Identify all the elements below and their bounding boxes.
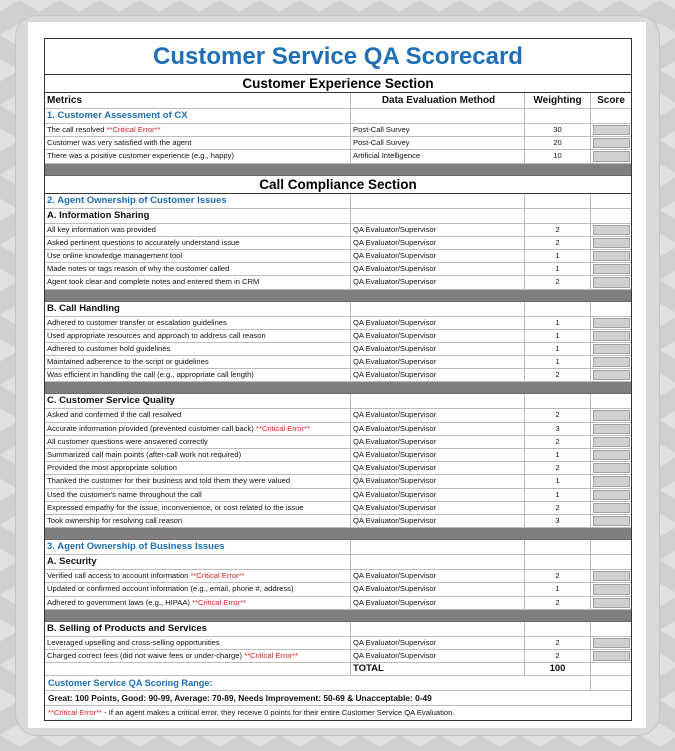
method-cell: QA Evaluator/Supervisor [351, 330, 525, 342]
score-cell [591, 343, 631, 355]
metric-text: Adhered to customer transfer or escalation guidelines [47, 317, 227, 327]
weight-cell: 2 [525, 597, 591, 609]
subsection-header-blank [591, 302, 631, 316]
column-header-score: Score [597, 95, 625, 106]
table-row [45, 502, 631, 515]
metric-text: Adhered to customer hold guidelines [47, 343, 171, 353]
metric-text: Made notes or tags reason of why the customer called [47, 264, 230, 274]
subsection-header [45, 622, 631, 637]
score-cell [591, 369, 631, 381]
metric-text: Updated or confirmed account information (e.g., email, phone #, address) [47, 584, 294, 594]
metric-text: Maintained adherence to the script or guidelines [47, 357, 209, 367]
weight-cell: 2 [525, 637, 591, 649]
total-blank [45, 663, 351, 675]
subsection-header-text: C. Customer Service Quality [45, 394, 351, 408]
subsection-header [45, 555, 631, 570]
method-cell: QA Evaluator/Supervisor [351, 436, 525, 448]
total-row [45, 663, 631, 676]
footer-note [45, 706, 631, 720]
score-cell [591, 237, 631, 249]
subsection-header-blank [351, 209, 525, 223]
metric-text: All customer questions were answered correctly [47, 436, 208, 446]
subsection-header-blank [591, 209, 631, 223]
subsection-header [45, 394, 631, 409]
weight-cell: 1 [525, 449, 591, 461]
score-cell [591, 502, 631, 514]
score-input[interactable] [593, 370, 630, 380]
score-input[interactable] [593, 638, 630, 648]
weight-cell: 2 [525, 502, 591, 514]
page-title: Customer Service QA Scorecard [153, 42, 523, 70]
metric-cell [45, 124, 351, 136]
subsection-header [45, 302, 631, 317]
score-input[interactable] [593, 344, 630, 354]
subsection-header-blank [351, 394, 525, 408]
method-cell: QA Evaluator/Supervisor [351, 263, 525, 275]
weight-cell: 1 [525, 356, 591, 368]
metric-text: Asked pertinent questions to accurately understand issue [47, 237, 240, 247]
table-row [45, 224, 631, 237]
method-cell: QA Evaluator/Supervisor [351, 317, 525, 329]
column-header-metrics: Metrics [45, 93, 351, 108]
method-cell: QA Evaluator/Supervisor [351, 356, 525, 368]
table-row [45, 276, 631, 289]
subsection-header-blank [525, 555, 591, 569]
weight-cell: 1 [525, 475, 591, 487]
table-row [45, 637, 631, 650]
metric-cell [45, 137, 351, 149]
group-header-blank [351, 540, 525, 554]
metric-cell [45, 462, 351, 474]
metric-cell [45, 449, 351, 461]
table-row [45, 462, 631, 475]
subsection-header-blank [591, 394, 631, 408]
score-cell [591, 317, 631, 329]
score-input[interactable] [593, 476, 630, 486]
metric-text: All key information was provided [47, 224, 156, 234]
method-cell: QA Evaluator/Supervisor [351, 224, 525, 236]
column-header-weighting: Weighting [525, 93, 591, 108]
metric-cell [45, 502, 351, 514]
metric-cell [45, 637, 351, 649]
metric-cell [45, 317, 351, 329]
weight-cell: 2 [525, 462, 591, 474]
method-cell: QA Evaluator/Supervisor [351, 650, 525, 662]
subsection-header-blank [351, 555, 525, 569]
table-row [45, 369, 631, 382]
score-input[interactable] [593, 357, 630, 367]
method-cell: Post-Call Survey [351, 124, 525, 136]
score-cell [591, 637, 631, 649]
score-input[interactable] [593, 331, 630, 341]
separator-bar [45, 610, 631, 622]
score-cell [591, 250, 631, 262]
score-input[interactable] [593, 490, 630, 500]
score-cell [591, 224, 631, 236]
score-input[interactable] [593, 125, 630, 135]
metric-text: Used the customer's name throughout the call [47, 489, 202, 499]
subsection-header-blank [351, 622, 525, 636]
total-score [591, 663, 631, 675]
table-row [45, 489, 631, 502]
group-header-blank [525, 194, 591, 208]
score-cell [591, 150, 631, 162]
method-cell: QA Evaluator/Supervisor [351, 409, 525, 421]
metric-cell [45, 515, 351, 527]
footer-range-title: Customer Service QA Scoring Range: [45, 676, 591, 690]
method-cell: QA Evaluator/Supervisor [351, 237, 525, 249]
weight-cell: 2 [525, 224, 591, 236]
score-input[interactable] [593, 571, 630, 581]
group-header-blank [351, 194, 525, 208]
metric-cell [45, 224, 351, 236]
critical-error-label: **Critical Error** [106, 125, 161, 134]
metric-cell [45, 330, 351, 342]
method-cell: Post-Call Survey [351, 137, 525, 149]
metric-text: Asked and confirmed if the call resolved [47, 410, 182, 420]
score-cell [591, 515, 631, 527]
column-header-method: Data Evaluation Method [351, 93, 525, 108]
table-row [45, 317, 631, 330]
subsection-header-text: A. Information Sharing [45, 209, 351, 223]
subsection-header-text: B. Call Handling [45, 302, 351, 316]
total-label: TOTAL [351, 663, 525, 675]
table-row [45, 650, 631, 663]
section-header-compliance: Call Compliance Section [45, 176, 631, 194]
group-header-blank [525, 109, 591, 123]
group-header [45, 194, 631, 209]
subsection-header [45, 209, 631, 224]
table-row [45, 409, 631, 422]
metric-text: Leveraged upselling and cross-selling opportunities [47, 637, 220, 647]
subsection-header-blank [525, 209, 591, 223]
metric-text: Used appropriate resources and approach to address call reason [47, 330, 266, 340]
metric-text: Charged correct fees (did not waive fees or under-charge) [47, 650, 243, 660]
table-row [45, 263, 631, 276]
subsection-header-blank [525, 622, 591, 636]
subsection-header-blank [591, 622, 631, 636]
footer-grades-row [45, 691, 631, 706]
method-cell: QA Evaluator/Supervisor [351, 423, 525, 435]
compliance-block [45, 194, 631, 664]
total-value: 100 [525, 663, 591, 675]
weight-cell: 2 [525, 436, 591, 448]
metric-cell [45, 150, 351, 162]
score-input[interactable] [593, 651, 630, 661]
separator-bar [45, 164, 631, 176]
group-header-blank [525, 540, 591, 554]
metric-cell [45, 356, 351, 368]
table-row [45, 137, 631, 150]
weight-cell: 1 [525, 489, 591, 501]
method-cell: QA Evaluator/Supervisor [351, 276, 525, 288]
separator-bar [45, 290, 631, 302]
table-row [45, 475, 631, 488]
method-cell: QA Evaluator/Supervisor [351, 489, 525, 501]
critical-error-label: **Critical Error** [255, 423, 310, 433]
score-cell [591, 489, 631, 501]
method-cell: QA Evaluator/Supervisor [351, 502, 525, 514]
metric-text: There was a positive customer experience (e.g., happy) [47, 151, 234, 161]
score-cell [591, 475, 631, 487]
metric-text: Thanked the customer for their business and told them they were valued [47, 476, 291, 486]
section-header-cx: Customer Experience Section [45, 75, 631, 93]
table-row [45, 237, 631, 250]
score-cell [591, 597, 631, 609]
score-input[interactable] [593, 264, 630, 274]
score-cell [591, 276, 631, 288]
metric-cell [45, 343, 351, 355]
critical-error-label: **Critical Error** [192, 597, 247, 607]
score-input[interactable] [593, 584, 630, 594]
weight-cell: 1 [525, 343, 591, 355]
score-cell [591, 356, 631, 368]
table-row [45, 250, 631, 263]
group-header-blank [351, 109, 525, 123]
metric-cell [45, 423, 351, 435]
table-row [45, 570, 631, 583]
cx-block [45, 109, 631, 164]
subsection-header-text: B. Selling of Products and Services [45, 622, 351, 636]
metric-cell [45, 597, 351, 609]
score-input[interactable] [593, 225, 630, 235]
score-input[interactable] [593, 238, 630, 248]
score-input[interactable] [593, 138, 630, 148]
weight-cell: 2 [525, 409, 591, 421]
weight-cell: 20 [525, 137, 591, 149]
table-row [45, 597, 631, 610]
weight-cell: 1 [525, 330, 591, 342]
title-row [45, 39, 631, 75]
score-input[interactable] [593, 503, 630, 513]
metric-cell [45, 276, 351, 288]
subsection-header-blank [591, 555, 631, 569]
weight-cell: 2 [525, 570, 591, 582]
score-input[interactable] [593, 516, 630, 526]
table-row [45, 423, 631, 436]
group-header-text: 2. Agent Ownership of Customer Issues [45, 194, 351, 208]
table-row [45, 124, 631, 137]
weight-cell: 10 [525, 150, 591, 162]
table-row [45, 356, 631, 369]
table-row [45, 343, 631, 356]
method-cell: QA Evaluator/Supervisor [351, 570, 525, 582]
metric-text: Agent took clear and complete notes and entered them in CRM [47, 277, 260, 287]
weight-cell: 2 [525, 237, 591, 249]
score-input[interactable] [593, 251, 630, 261]
score-cell [591, 124, 631, 136]
score-cell [591, 570, 631, 582]
score-input[interactable] [593, 318, 630, 328]
score-input[interactable] [593, 424, 630, 434]
table-row [45, 583, 631, 596]
footer-blank [591, 676, 631, 688]
metric-text: Was efficient in handling the call (e.g., appropriate call length) [47, 370, 254, 380]
group-header-blank [591, 540, 631, 554]
metric-cell [45, 650, 351, 662]
weight-cell: 2 [525, 369, 591, 381]
critical-error-label: **Critical Error** [244, 650, 299, 660]
score-input[interactable] [593, 151, 630, 161]
score-input[interactable] [593, 463, 630, 473]
metric-text: The call resolved [47, 125, 105, 134]
table-row [45, 150, 631, 163]
score-cell [591, 462, 631, 474]
table-row [45, 515, 631, 528]
metric-text: Summarized call main points (after-call work not required) [47, 450, 242, 459]
score-cell [591, 137, 631, 149]
metric-cell [45, 475, 351, 487]
score-cell [591, 583, 631, 595]
footer-critical-label: **Critical Error** [48, 708, 103, 718]
weight-cell: 3 [525, 423, 591, 435]
method-cell: Artificial Intelligence [351, 150, 525, 162]
table-row [45, 449, 631, 462]
method-cell: QA Evaluator/Supervisor [351, 515, 525, 527]
column-header-row [45, 93, 631, 109]
method-cell: QA Evaluator/Supervisor [351, 583, 525, 595]
score-input[interactable] [593, 450, 630, 460]
weight-cell: 1 [525, 263, 591, 275]
metric-text: Provided the most appropriate solution [47, 463, 178, 473]
method-cell: QA Evaluator/Supervisor [351, 449, 525, 461]
subsection-header-blank [351, 302, 525, 316]
footer-grades: Great: 100 Points, Good: 90-99, Average: 70-89, Needs Improvement: 50-69 & Unacceptable: 0-49 [48, 693, 432, 704]
metric-cell [45, 250, 351, 262]
weight-cell: 3 [525, 515, 591, 527]
metric-text: Took ownership for resolving call reason [47, 515, 183, 525]
group-header [45, 540, 631, 555]
scorecard-table [44, 38, 632, 721]
separator-bar [45, 528, 631, 540]
method-cell: QA Evaluator/Supervisor [351, 250, 525, 262]
subsection-header-text: A. Security [45, 555, 351, 569]
method-cell: QA Evaluator/Supervisor [351, 369, 525, 381]
method-cell: QA Evaluator/Supervisor [351, 637, 525, 649]
method-cell: QA Evaluator/Supervisor [351, 597, 525, 609]
metric-cell [45, 489, 351, 501]
score-cell [591, 650, 631, 662]
weight-cell: 2 [525, 650, 591, 662]
table-row [45, 436, 631, 449]
footer-range-row [45, 676, 631, 691]
score-cell [591, 436, 631, 448]
group-header-text: 3. Agent Ownership of Business Issues [45, 540, 351, 554]
metric-text: Verified call access to account information [47, 571, 189, 581]
metric-text: Use online knowledge management tool [47, 250, 183, 260]
weight-cell: 30 [525, 124, 591, 136]
score-cell [591, 423, 631, 435]
metric-cell [45, 570, 351, 582]
footer-note-row [45, 706, 631, 721]
score-cell [591, 330, 631, 342]
score-input[interactable] [593, 277, 630, 287]
score-input[interactable] [593, 598, 630, 608]
metric-cell [45, 436, 351, 448]
group-header-text: 1. Customer Assessment of CX [45, 109, 351, 123]
weight-cell: 1 [525, 583, 591, 595]
method-cell: QA Evaluator/Supervisor [351, 343, 525, 355]
weight-cell: 1 [525, 317, 591, 329]
metric-cell [45, 263, 351, 275]
group-header-blank [591, 194, 631, 208]
score-cell [591, 449, 631, 461]
metric-text: Adhered to government laws (e.g., HIPAA) [47, 597, 190, 607]
group-header [45, 109, 631, 124]
metric-cell [45, 583, 351, 595]
separator-bar [45, 382, 631, 394]
metric-text: Customer was very satisfied with the agent [47, 138, 192, 148]
group-header-blank [591, 109, 631, 123]
weight-cell: 1 [525, 250, 591, 262]
subsection-header-blank [525, 394, 591, 408]
method-cell: QA Evaluator/Supervisor [351, 475, 525, 487]
metric-cell [45, 369, 351, 381]
score-input[interactable] [593, 437, 630, 447]
metric-text: Expressed empathy for the issue, inconvenience, or cost related to the issue [47, 502, 304, 512]
score-input[interactable] [593, 410, 630, 420]
weight-cell: 2 [525, 276, 591, 288]
metric-cell [45, 237, 351, 249]
metric-text: Accurate information provided (prevented customer call back) [47, 423, 254, 433]
scorecard-paper [28, 22, 646, 728]
table-row [45, 330, 631, 343]
score-cell [591, 263, 631, 275]
subsection-header-blank [525, 302, 591, 316]
method-cell: QA Evaluator/Supervisor [351, 462, 525, 474]
metric-cell [45, 409, 351, 421]
footer-note-text: - If an agent makes a critical error, they receive 0 points for their entire Customer Service QA Evaluation. [102, 708, 455, 718]
score-cell [591, 409, 631, 421]
critical-error-label: **Critical Error** [190, 571, 245, 581]
